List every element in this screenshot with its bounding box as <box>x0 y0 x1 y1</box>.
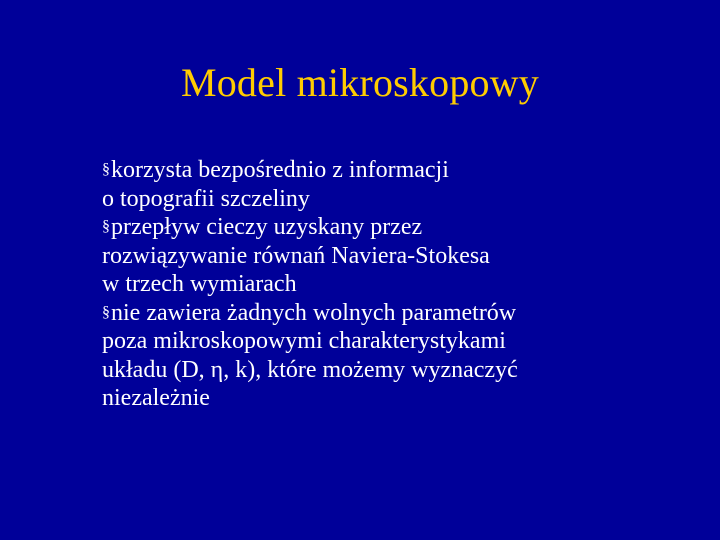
bullet-text: nie zawiera żadnych wolnych parametrów <box>111 299 517 326</box>
bullet-marker-icon: § <box>102 303 110 321</box>
bullet-line <box>102 213 702 242</box>
bullet-line <box>102 299 702 328</box>
bullet-marker-icon: § <box>102 161 110 178</box>
bullet-line: niezależnie <box>102 385 210 411</box>
bullet-line: układu (D, η, k), które możemy wyznaczyć <box>102 356 518 383</box>
bullet-marker-icon: § <box>102 218 110 235</box>
bullet-text: przepływ cieczy uzyskany przez <box>111 214 423 240</box>
bullet-line: rozwiązywanie równań Naviera-Stokesa <box>102 242 490 269</box>
bullet-line: poza mikroskopowymi charakterystykami <box>102 328 506 354</box>
bullet-line: o topografii szczeliny <box>102 185 310 212</box>
bullet-list <box>102 156 702 413</box>
bullet-item-2 <box>102 213 702 299</box>
bullet-text: korzysta bezpośrednio z informacji <box>111 157 449 183</box>
slide-title: Model mikroskopowy <box>180 60 540 105</box>
bullet-line <box>102 156 702 185</box>
bullet-line: w trzech wymiarach <box>102 271 297 297</box>
bullet-item-1 <box>102 156 702 213</box>
bullet-item-3 <box>102 299 702 413</box>
